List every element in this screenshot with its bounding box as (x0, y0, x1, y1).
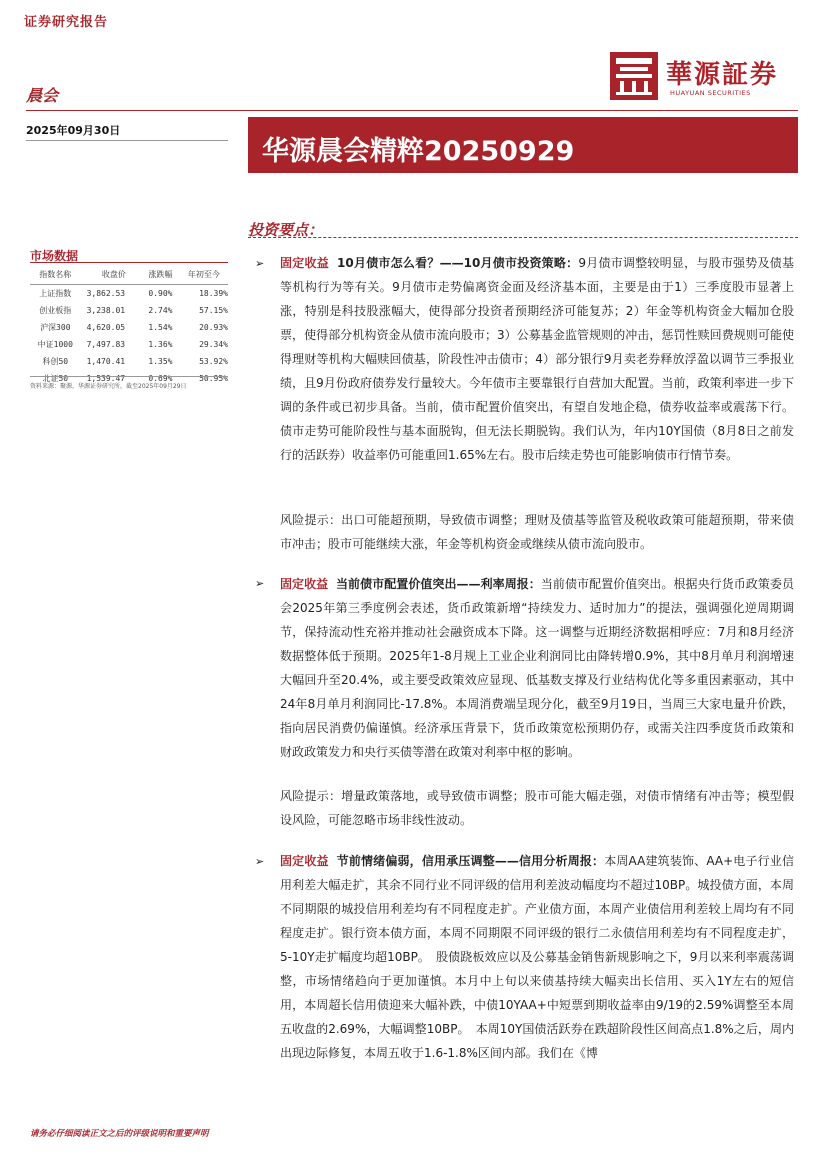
table-row (30, 353, 228, 370)
market-data-table (30, 266, 228, 387)
index-name: 创业板指 (39, 306, 72, 315)
ytd-pct: 29.34% (199, 340, 228, 349)
report-date: 2025年09月30日 (26, 124, 121, 137)
investment-highlights-title: 投资要点： (248, 221, 324, 239)
table-row (30, 336, 228, 353)
ytd-pct: 57.15% (199, 306, 228, 315)
column-header: 收盘价 (81, 266, 142, 285)
change-pct: 1.36% (148, 340, 173, 349)
logo-name-en: HUAYUAN SECURITIES (670, 89, 751, 97)
close-price: 1,539.47 (86, 374, 126, 383)
ytd-pct: 50.95% (199, 374, 228, 383)
highlight-paragraph (280, 849, 794, 1065)
risk-warning: 风险提示：出口可能超预期，导致债市调整；理财及债基等监管及税收政策可能超预期，带来债市冲击；股市可能继续大涨，年金等机构资金或继续从债市流向股市。 (280, 513, 794, 551)
category-label: 固定收益 (280, 256, 329, 270)
company-logo (610, 52, 800, 100)
investment-highlights-divider (248, 237, 798, 238)
table-row (30, 302, 228, 319)
close-price: 3,862.53 (86, 289, 126, 298)
index-name: 北证50 (42, 374, 69, 383)
report-type: 证券研究报告 (24, 15, 109, 30)
change-pct: 0.90% (148, 289, 173, 298)
index-name: 沪深300 (40, 323, 71, 332)
close-price: 3,238.01 (86, 306, 126, 315)
market-data-bottom-divider (30, 376, 228, 377)
column-header: 涨跌幅 (141, 266, 180, 285)
close-price: 1,470.41 (86, 357, 126, 366)
column-header: 指数名称 (30, 266, 81, 285)
close-price: 4,620.05 (86, 323, 126, 332)
highlight-body: 本周AA建筑装饰、AA+电子行业信用利差大幅走扩，其余不同行业不同评级的信用利差波动幅度均不超过10BP。城投债方面，本周不同期限的城投信用利差均有不同程度走扩。产业债方面，本周产业债信用利差较上周均有不同程度走扩。银行资本债方面，本周不同期限不同评级的银行二永债信用利差均有不同程度走扩，5-10Y走扩幅度均超10BP。 股债跷板效应以及公募基金销售新规影响之下，9月以来利率震荡调整，市场情绪趋向于更加谨慎。本月中上旬以来债基持续大幅卖出长信用、买入1Y左右的短信用，本周超长信用债迎来大幅补跌，中债10YAA+中短票到期收益率由9/19的2.59%调整至本周五收盘的2.69%，大幅调整10BP。 本周10Y国债活跃券在跌超阶段性区间高点1.8%之后，周内出现边际修复，本周五收于1.6-1.8%区间内部。我们在《博 (280, 854, 794, 1060)
index-name: 科创50 (42, 357, 69, 366)
highlight-subtitle: 10月债市怎么看？——10月债市投资策略： (337, 256, 579, 270)
bullet-arrow-icon: ➢ (255, 855, 265, 868)
market-data-source: 资料来源：聚源，华源证券研究所，截至2025年09月29日 (30, 383, 187, 390)
table-row (30, 285, 228, 303)
ytd-pct: 18.39% (199, 289, 228, 298)
title-banner (248, 117, 798, 173)
market-data-divider (30, 262, 228, 263)
highlight-subtitle: 当前债市配置价值突出——利率周报： (335, 577, 541, 591)
bullet-arrow-icon: ➢ (255, 257, 265, 270)
table-header-row (30, 266, 228, 285)
close-price: 7,497.83 (86, 340, 126, 349)
index-name: 上证指数 (39, 289, 72, 298)
change-pct: 2.74% (148, 306, 173, 315)
header-divider (26, 110, 798, 111)
page-title: 华源晨会精粹20250929 (262, 136, 575, 167)
category-label: 固定收益 (280, 577, 329, 591)
column-header: 年初至今 (180, 266, 228, 285)
category-label: 固定收益 (280, 854, 329, 868)
highlight-subtitle: 节前情绪偏弱，信用承压调整——信用分析周报： (336, 854, 605, 868)
highlight-body: 9月债市调整较明显，与股市强势及债基等机构行为等有关。9月债市走势偏离资金面及经济基本面，主要是由于1）三季度股市显著上涨，特别是科技股涨幅大，使得部分投资者预期经济可能复苏；2）年金等机构资金大幅加仓股票，使得部分机构资金从债市流向股市；3）公募基金监管规则的冲击，惩罚性赎回费规则可能使得理财等机构大幅赎回债基，阶段性冲击债市；4）部分银行9月卖老券释放浮盈以调节三季报业绩，且9月份政府债券发行量较大。今年债市主要靠银行自营加大配置。当前，政策利率进一步下调的条件或已初步具备。当前，债市配置价值突出，有望自发地企稳，债券收益率或震荡下行。债市走势可能阶段性与基本面脱钩，但无法长期脱钩。我们认为，年内10Y国债（8月8日之前发行的活跃券）收益率仍可能重回1.65%左右。股市后续走势也可能影响债市行情节奏。 (280, 256, 794, 462)
logo-name-cn: 華源証券 (666, 60, 779, 90)
section-tag: 晨会 (26, 86, 59, 105)
change-pct: 1.54% (148, 323, 173, 332)
table-row (30, 319, 228, 336)
highlight-paragraph (280, 251, 794, 467)
footer-disclaimer: 请务必仔细阅读正文之后的评级说明和重要声明 (30, 1129, 209, 1139)
market-data-title: 市场数据 (30, 249, 79, 263)
change-pct: 0.69% (148, 374, 173, 383)
highlight-paragraph (280, 572, 794, 764)
logo-mark-icon (610, 52, 658, 100)
ytd-pct: 53.92% (199, 357, 228, 366)
change-pct: 1.35% (148, 357, 173, 366)
risk-warning: 风险提示：增量政策落地，或导致债市调整；股市可能大幅走强，对债市情绪有冲击等；模型假设风险，可能忽略市场非线性波动。 (280, 789, 794, 827)
date-divider (26, 140, 228, 141)
highlight-body: 当前债市配置价值突出。根据央行货币政策委员会2025年第三季度例会表述，货币政策新增“持续发力、适时加力”的提法，强调强化逆周期调节，保持流动性充裕并推动社会融资成本下降。这一调整与近期经济数据相呼应：7月和8月经济数据整体低于预期。2025年1-8月规上工业企业利润同比由降转增0.9%，其中8月单月利润增速大幅回升至20.4%，或主要受政策效应显现、低基数支撑及行业结构优化等多重因素驱动，其中24年8月单月利润同比-17.8%。本周消费端呈现分化，截至9月19日，当周三大家电量升价跌，指向居民消费仍偏谨慎。经济承压背景下，货币政策宽松预期仍存，或需关注四季度货币政策和财政政策发力和央行买债等潜在政策对利率中枢的影响。 (280, 577, 794, 759)
index-name: 中证1000 (37, 340, 73, 349)
ytd-pct: 20.93% (199, 323, 228, 332)
bullet-arrow-icon: ➢ (255, 577, 265, 590)
